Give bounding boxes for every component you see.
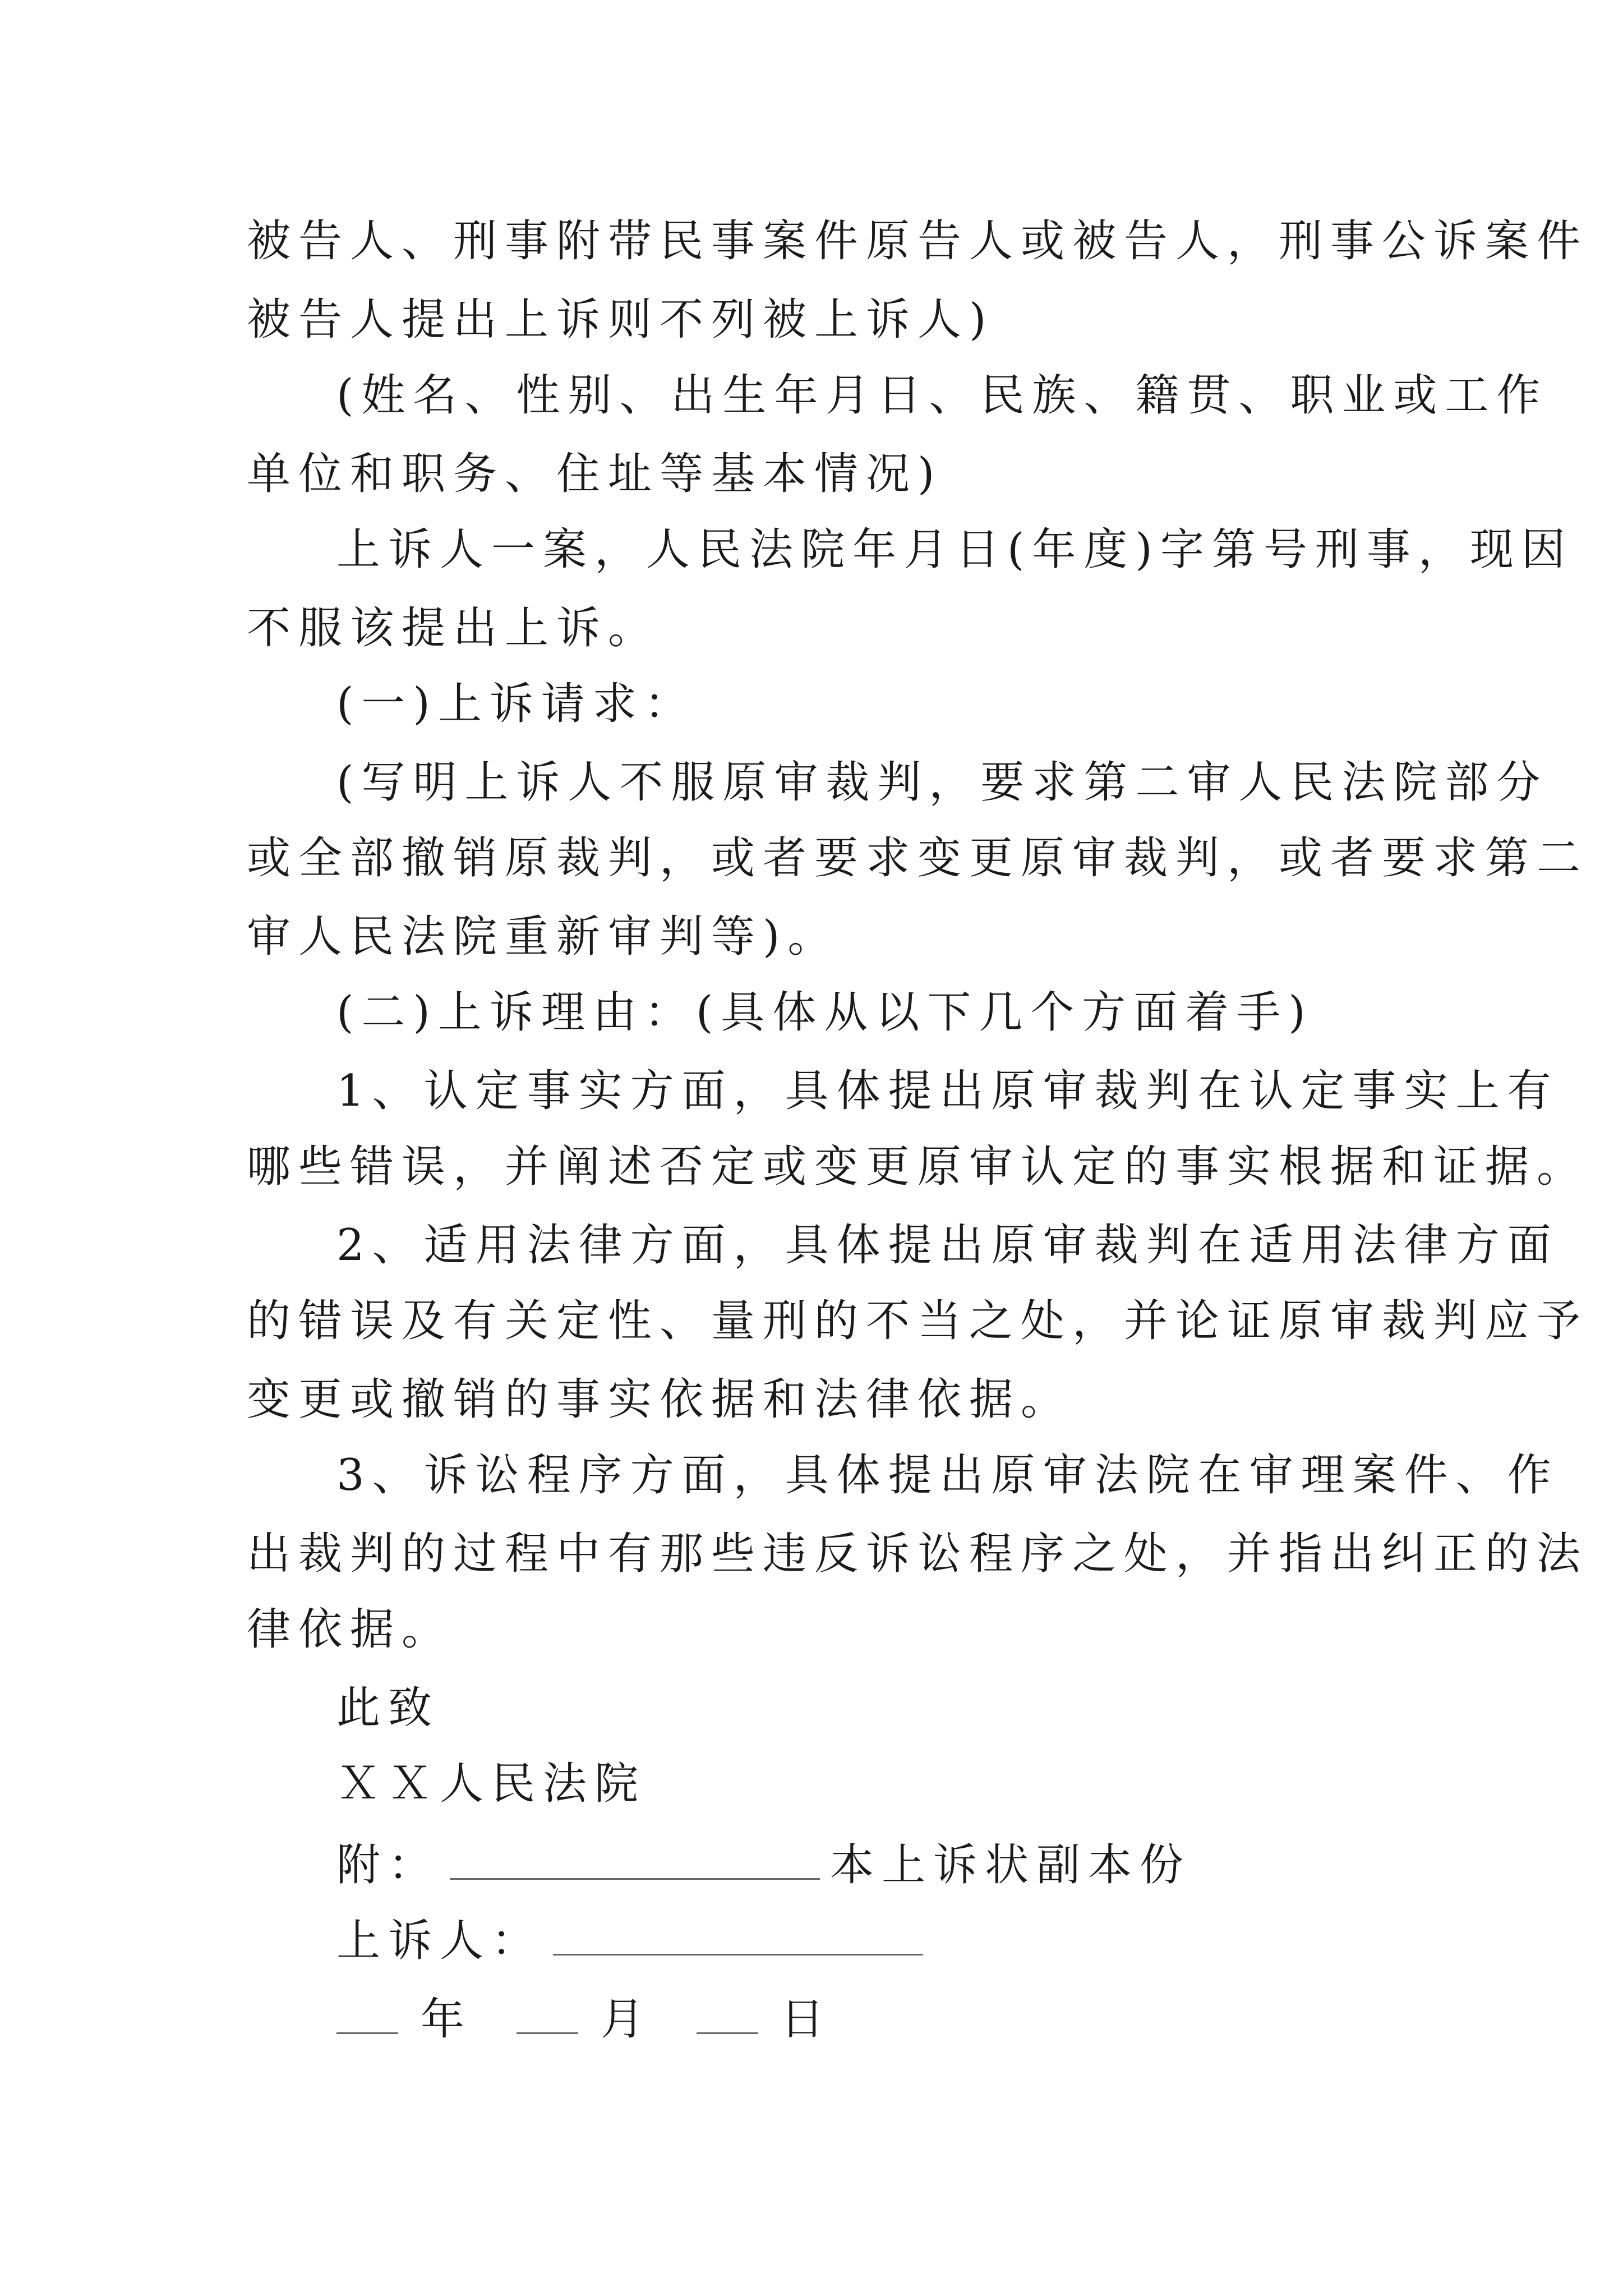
- day-blank[interactable]: [697, 1989, 758, 2034]
- text-line-3: (姓名、性别、出生年月日、民族、籍贯、职业或工作: [336, 370, 1548, 421]
- appellant-label: 上诉人：: [336, 1916, 543, 1966]
- attachment-label: 附：: [336, 1840, 440, 1890]
- attachment-blank[interactable]: [450, 1834, 820, 1880]
- text-line-14: 2、适用法律方面，具体提出原审裁判在适用法律方面: [336, 1220, 1559, 1271]
- text-line-11: (二)上诉理由：(具体从以下几个方面着手): [336, 987, 1313, 1038]
- appellant-blank[interactable]: [553, 1910, 923, 1955]
- text-line-8: (写明上诉人不服原审裁判，要求第二审人民法院部分: [336, 757, 1548, 808]
- appellant-line: [336, 1910, 933, 1969]
- court-name: ＸＸ人民法院: [336, 1759, 647, 1809]
- month-blank[interactable]: [517, 1989, 578, 2034]
- text-line-2: 被告人提出上诉则不列被上诉人): [247, 295, 994, 345]
- text-line-5: 上诉人一案，人民法院年月日(年度)字第号刑事，现因: [336, 524, 1573, 575]
- text-line-19: 律依据。: [247, 1604, 454, 1655]
- text-line-16: 变更或撤销的事实依据和法律依据。: [247, 1374, 1073, 1425]
- text-line-17: 3、诉讼程序方面，具体提出原审法院在审理案件、作: [336, 1450, 1559, 1501]
- text-line-13: 哪些错误，并阐述否定或变更原审认定的事实根据和证据。: [247, 1142, 1589, 1192]
- text-line-9: 或全部撤销原裁判，或者要求变更原审裁判，或者要求第二: [247, 833, 1589, 884]
- text-line-6: 不服该提出上诉。: [247, 603, 660, 654]
- text-line-18: 出裁判的过程中有那些违反诉讼程序之处，并指出纠正的法: [247, 1529, 1589, 1579]
- date-year-label: 年: [421, 1994, 473, 2045]
- text-line-10: 审人民法院重新审判等)。: [247, 912, 840, 962]
- text-line-4: 单位和职务、住址等基本情况): [247, 449, 943, 499]
- text-line-12: 1、认定事实方面，具体提出原审裁判在认定事实上有: [336, 1066, 1559, 1116]
- date-day-label: 日: [780, 1994, 832, 2045]
- closing-salutation: 此致: [336, 1683, 440, 1733]
- date-month-label: 月: [600, 1994, 652, 2045]
- text-line-15: 的错误及有关定性、量刑的不当之处，并论证原审裁判应予: [247, 1296, 1589, 1346]
- text-line-7: (一)上诉请求：: [336, 679, 696, 729]
- date-line: [336, 1989, 832, 2047]
- attachment-text: 本上诉状副本份: [830, 1840, 1192, 1890]
- text-line-1: 被告人、刑事附带民事案件原告人或被告人，刑事公诉案件: [247, 216, 1589, 266]
- attachment-line: [336, 1834, 1191, 1893]
- year-blank[interactable]: [336, 1989, 398, 2034]
